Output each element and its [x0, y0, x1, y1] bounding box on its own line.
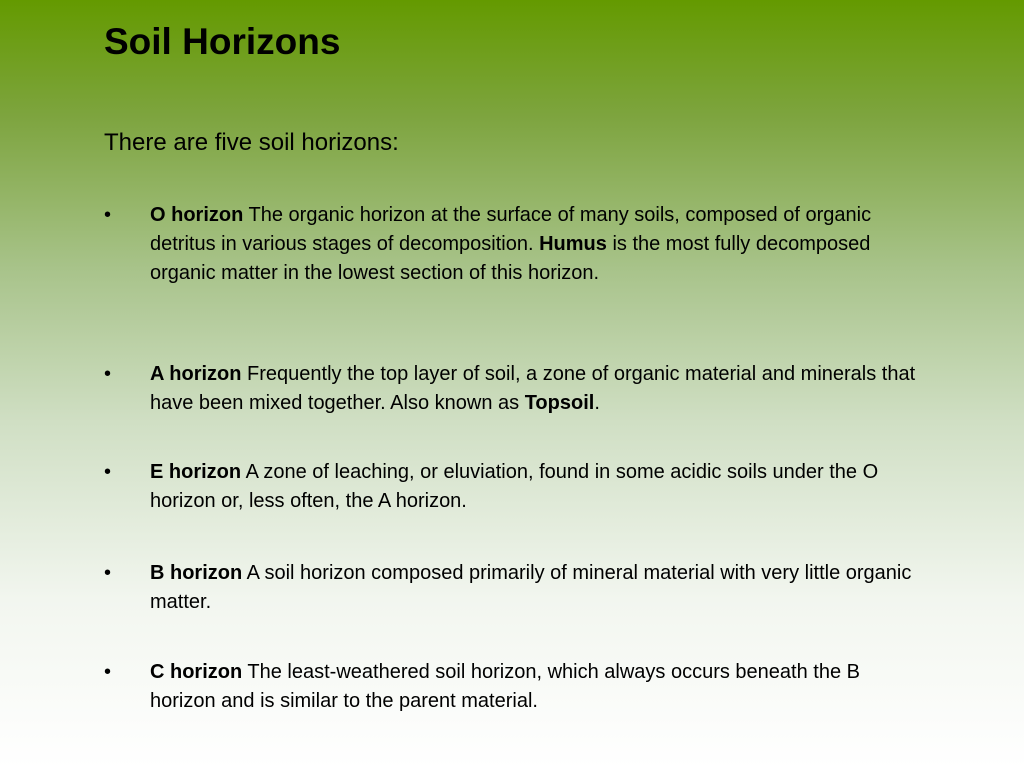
- horizon-text: .: [594, 392, 600, 414]
- horizon-term: B horizon: [150, 562, 243, 584]
- key-term-topsoil: Topsoil: [524, 392, 595, 414]
- horizon-description: [150, 658, 924, 716]
- intro-text: There are five soil horizons:: [104, 129, 399, 156]
- horizon-text: A soil horizon composed primarily of mineral material with very little organic matter.: [150, 562, 912, 613]
- horizon-description: [150, 201, 924, 288]
- key-term-humus: Humus: [539, 233, 607, 255]
- bullet-icon: •: [104, 204, 112, 226]
- horizon-text: A zone of leaching, or eluviation, found in some acidic soils under the O horizon or, less often, the A horizon.: [150, 461, 879, 512]
- horizon-term: C horizon: [150, 661, 243, 683]
- bullet-icon: •: [104, 562, 112, 584]
- horizon-term: A horizon: [150, 363, 242, 385]
- bullet-icon: •: [104, 461, 112, 483]
- horizon-text: The organic horizon at the surface of many soils, composed of organic detritus in various stages of decomposition.: [150, 204, 872, 255]
- horizon-text: Frequently the top layer of soil, a zone of organic material and minerals that have been mixed together. Also known as: [150, 363, 916, 414]
- horizon-text: The least-weathered soil horizon, which always occurs beneath the B horizon and is similar to the parent material.: [150, 661, 860, 712]
- bullet-icon: •: [104, 363, 112, 385]
- horizon-description: [150, 458, 924, 516]
- horizon-term: O horizon: [150, 204, 244, 226]
- horizon-description: [150, 559, 924, 617]
- bullet-icon: •: [104, 661, 112, 683]
- slide-title: Soil Horizons: [104, 21, 341, 62]
- horizon-text: is the most fully decomposed organic matter in the lowest section of this horizon.: [150, 233, 871, 284]
- horizon-term: E horizon: [150, 461, 242, 483]
- horizon-description: [150, 360, 924, 418]
